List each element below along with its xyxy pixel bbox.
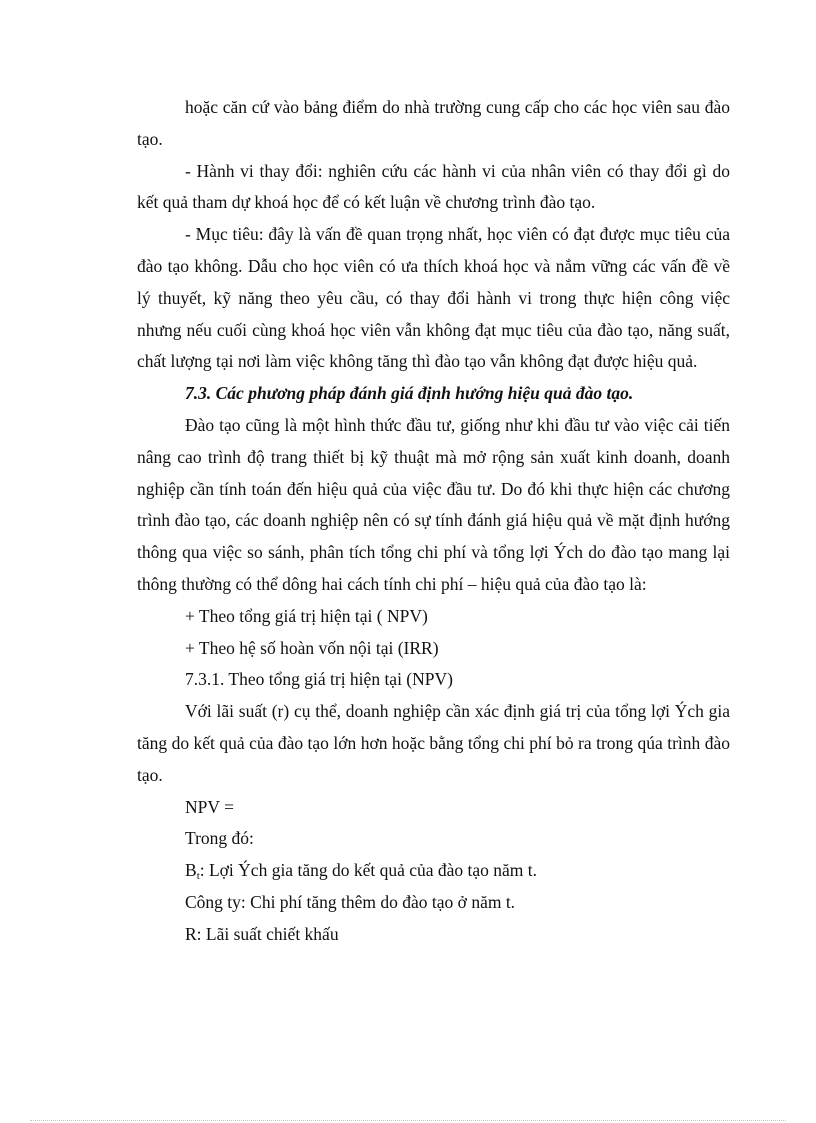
subsection-heading: 7.3.1. Theo tổng giá trị hiện tại (NPV) [185,669,453,690]
definition-ct: Công ty: Chi phí tăng thêm do đào tạo ở năm t. [185,891,516,912]
paragraph-evaluation-results: hoặc căn cứ vào bảng điểm do nhà trường cung cấp cho các học viên sau đào tạo. [137,97,730,149]
list-item-irr: + Theo hệ số hoàn vốn nội tại (IRR) [185,637,439,658]
list-item-npv: + Theo tổng giá trị hiện tại ( NPV) [185,605,428,626]
paragraph-objectives: - Mục tiêu: đây là vấn đề quan trọng nhất, học viên có đạt được mục tiêu của đào tạo không. Dẫu cho học viên có ưa thích khoá học và nắm vững các vấn đề về lý thuyết, kỹ năng theo yêu cầu, có thay đổi hành vi trong thực hiện công việc nhưng nếu cuối cùng khoá học viên vẫn không đạt mục tiêu của đào tạo, năng suất, chất lượng tại nơi làm việc không tăng thì đào tạo vẫn không đạt được hiệu quả. [137,224,730,372]
section-heading: 7.3. Các phương pháp đánh giá định hướng hiệu quả đào tạo. [185,383,634,404]
paragraph-investment: Đào tạo cũng là một hình thức đầu tư, giống như khi đầu tư vào việc cải tiến nâng cao trình độ trang thiết bị kỹ thuật mà mở rộng sản xuất kinh doanh, doanh nghiệp cần tính toán đến hiệu quả của việc đầu tư. Do đó khi thực hiện các chương trình đào tạo, các doanh nghiệp nên có sự tính đánh giá hiệu quả về mặt định hướng thông qua việc so sánh, phân tích tổng chi phí và tổng lợi Ých do đào tạo mang lại thông thường có thể dông hai cách tính chi phí – hiệu quả của đào tạo là: [137,414,730,594]
definition-r: R: Lãi suất chiết khấu [185,923,339,944]
bt-symbol: B [185,860,197,881]
paragraph-interest-rate: Với lãi suất (r) cụ thể, doanh nghiệp cần xác định giá trị của tổng lợi Ých gia tăng do kết quả của đào tạo lớn hơn hoặc bằng tổng chi phí bỏ ra trong qúa trình đào tạo. [137,701,730,785]
paragraph-behavior-change: - Hành vi thay đổi: nghiên cứu các hành vi của nhân viên có thay đổi gì do kết quả tham dự khoá học để có kết luận về chương trình đào tạo. [137,160,730,213]
definition-bt [137,855,730,887]
page-bottom-rule [30,1120,786,1121]
bt-subscript: t [196,870,200,883]
bt-definition: : Lợi Ých gia tăng do kết quả của đào tạo năm t. [199,860,538,881]
npv-formula: NPV = [185,796,234,817]
where-label: Trong đó: [185,828,254,849]
document-body [137,92,730,951]
